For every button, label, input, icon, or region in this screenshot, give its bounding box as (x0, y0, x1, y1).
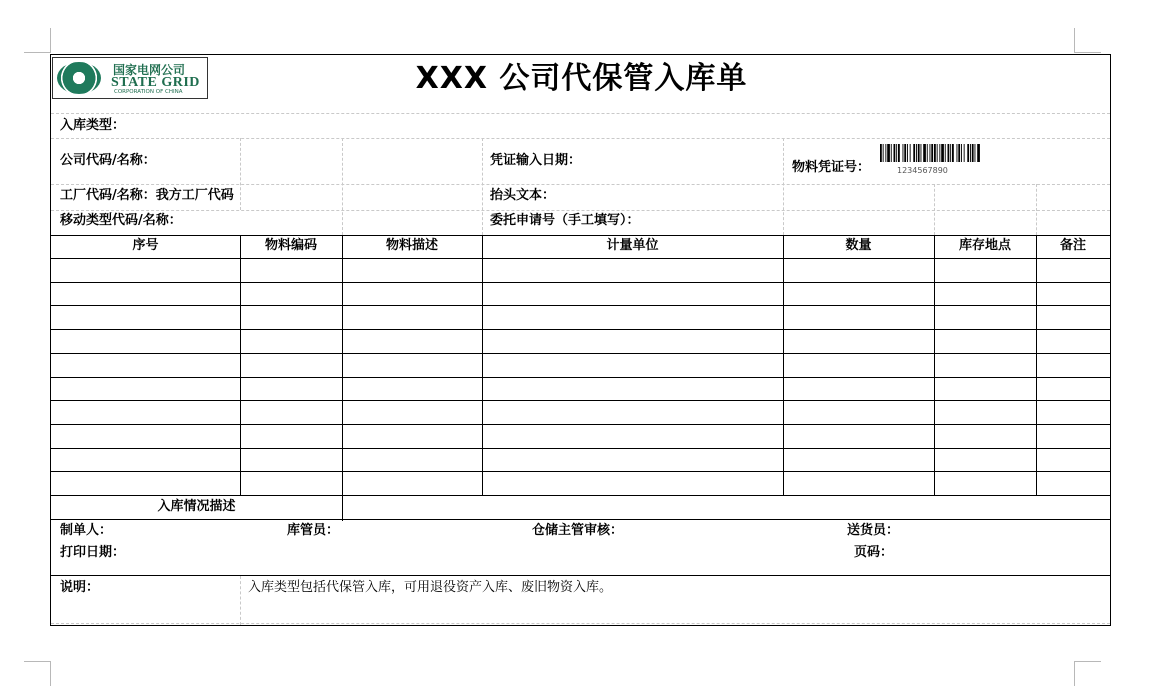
table-row (51, 471, 1110, 472)
table-row (51, 424, 1110, 425)
table-col-border (482, 235, 483, 495)
crop-mark-top-left (24, 28, 51, 53)
page-label: 页码： (854, 545, 894, 560)
column-header-quantity: 数量 (845, 238, 872, 253)
divider (51, 623, 1110, 624)
table-top-border (51, 235, 1110, 236)
movement-type-label: 移动类型代码/名称： (60, 213, 182, 228)
storage-receipt-form (50, 54, 1111, 626)
table-col-border (783, 235, 784, 495)
column-header-material-desc: 物料描述 (385, 238, 438, 253)
table-row (51, 329, 1110, 330)
material-voucher-label: 物料凭证号： (792, 160, 871, 175)
table-row (51, 495, 1110, 496)
header-text-label: 抬头文本： (490, 188, 556, 203)
divider (51, 138, 1110, 139)
consign-request-label: 委托申请号（手工填写）： (490, 213, 640, 228)
table-col-border (934, 235, 935, 495)
divider (240, 138, 241, 210)
storage-type-label: 入库类型： (60, 118, 126, 133)
company-code-label: 公司代码/名称： (60, 153, 156, 168)
column-header-seq: 序号 (132, 238, 159, 253)
barcode-image (880, 144, 980, 162)
logo-cn-name: 国家电网公司 (113, 63, 186, 77)
divider (240, 576, 241, 625)
crop-mark-bottom-left (24, 661, 51, 686)
print-date-label: 打印日期： (60, 545, 126, 560)
crop-mark-top-right (1074, 28, 1101, 53)
table-row (51, 305, 1110, 306)
divider (51, 113, 1110, 114)
maker-label: 制单人： (60, 523, 113, 538)
table-row (51, 448, 1110, 449)
table-row (51, 400, 1110, 401)
table-col-border (240, 235, 241, 495)
divider (783, 138, 784, 235)
divider (482, 138, 483, 235)
receipt-desc-label: 入库情况描述 (157, 499, 236, 514)
supervisor-label: 仓储主管审核： (532, 523, 624, 538)
table-row (51, 353, 1110, 354)
logo-en-name: STATE GRID (111, 75, 200, 90)
barcode-number: 1234567890 (897, 166, 948, 175)
table-row (51, 377, 1110, 378)
table-col-border (1036, 235, 1037, 495)
note-text: 入库类型包括代保管入库，可用退役资产入库、废旧物资入库。 (248, 580, 613, 595)
form-title: XXX 公司代保管入库单 (415, 61, 748, 96)
voucher-date-label: 凭证输入日期： (490, 153, 582, 168)
divider (51, 210, 1110, 211)
logo-en-sub: CORPORATION OF CHINA (114, 89, 183, 95)
column-header-unit: 计量单位 (606, 238, 659, 253)
column-header-material-code: 物料编码 (264, 238, 317, 253)
divider (51, 575, 1110, 576)
crop-mark-bottom-right (1074, 661, 1101, 686)
factory-label: 工厂代码/名称：我方工厂代码 (60, 188, 234, 203)
note-label: 说明： (60, 580, 100, 595)
keeper-label: 库管员： (287, 523, 340, 538)
divider (51, 184, 1110, 185)
table-header-bottom-border (51, 258, 1110, 259)
divider (51, 519, 1110, 520)
divider (342, 138, 343, 235)
deliverer-label: 送货员： (847, 523, 900, 538)
table-col-border (342, 235, 343, 521)
table-row (51, 282, 1110, 283)
divider (1036, 184, 1037, 235)
column-header-location: 库存地点 (958, 238, 1011, 253)
column-header-remark: 备注 (1059, 238, 1086, 253)
divider (934, 184, 935, 235)
